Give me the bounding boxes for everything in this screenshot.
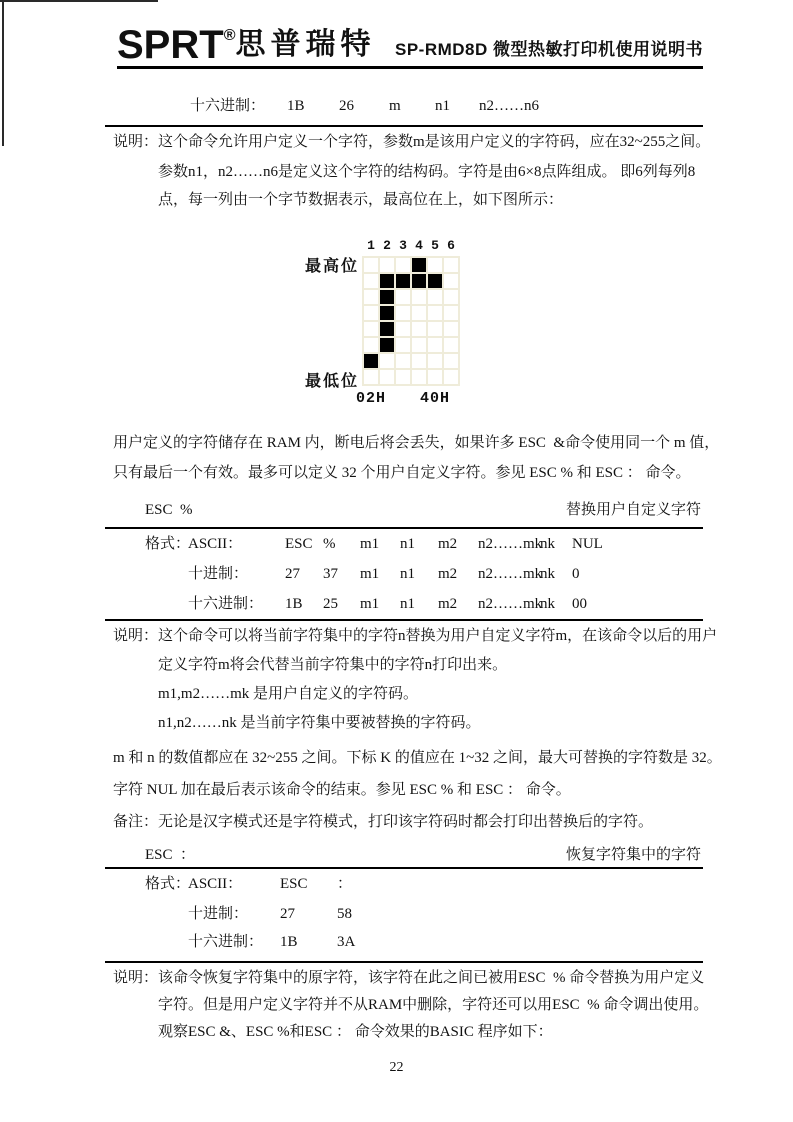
dot-empty bbox=[396, 338, 410, 352]
paragraph-line: 说明：这个命令可以将当前字符集中的字符n替换为用户自定义字符m，在该命令以后的用户 bbox=[113, 628, 718, 644]
code-cell: 00 bbox=[572, 596, 587, 612]
dot-empty bbox=[396, 322, 410, 336]
dot-filled bbox=[412, 258, 426, 272]
code-cell: 1B bbox=[287, 98, 305, 114]
dot-filled bbox=[380, 274, 394, 288]
code-cell: m2 bbox=[438, 596, 458, 612]
dot-empty bbox=[364, 306, 378, 320]
dot-empty bbox=[444, 290, 458, 304]
code-cell: n2……mk bbox=[478, 566, 543, 582]
dot-empty bbox=[396, 370, 410, 384]
row-label: ASCII： bbox=[188, 876, 243, 892]
dot-matrix-grid bbox=[362, 256, 460, 386]
dot-filled bbox=[380, 306, 394, 320]
code-cell: 0 bbox=[572, 566, 580, 582]
code-cell: nk bbox=[540, 596, 555, 612]
divider-rule bbox=[105, 619, 703, 621]
format-row-decimal bbox=[105, 901, 703, 927]
row-label: 十进制： bbox=[188, 906, 249, 922]
code-cell: 27 bbox=[285, 566, 300, 582]
dot-empty bbox=[428, 258, 442, 272]
column-numbers bbox=[364, 238, 460, 253]
paragraph-line: 说明：该命令恢复字符集中的原字符，该字符在此之间已被用ESC % 命令替换为用户定义 bbox=[113, 970, 705, 986]
code-cell: n1 bbox=[400, 566, 415, 582]
format-row-hex bbox=[105, 591, 703, 617]
dot-empty bbox=[364, 322, 378, 336]
dot-empty bbox=[380, 370, 394, 384]
row-label: 十六进制： bbox=[188, 934, 264, 950]
paragraph-line: 定义字符m将会代替当前字符集中的字符n打印出来。 bbox=[158, 657, 508, 673]
command-description: 替换用户自定义字符 bbox=[565, 502, 701, 518]
code-cell: n2……mk bbox=[478, 536, 543, 552]
code-cell: 25 bbox=[323, 596, 338, 612]
dot-empty bbox=[412, 370, 426, 384]
paragraph-line: m 和 n 的数值都应在 32~255 之间。下标 K 的值应在 1~32 之间，最大可替换的字符数是 32。 bbox=[113, 750, 722, 766]
code-cell: m1 bbox=[360, 596, 380, 612]
dot-filled bbox=[380, 290, 394, 304]
dot-empty bbox=[444, 354, 458, 368]
scan-corner-mark-vertical bbox=[2, 0, 4, 146]
dot-filled bbox=[412, 274, 426, 288]
command-heading-esc-percent bbox=[105, 497, 703, 523]
code-cell: n1 bbox=[435, 98, 450, 114]
dot-empty bbox=[444, 306, 458, 320]
hex-format-row bbox=[105, 93, 703, 119]
dot-empty bbox=[412, 338, 426, 352]
code-cell: m bbox=[389, 98, 401, 114]
command-description: 恢复字符集中的字符 bbox=[565, 847, 701, 863]
brand-logo-chinese: 思普瑞特 bbox=[235, 28, 376, 61]
column-number: 5 bbox=[431, 238, 439, 253]
registered-trademark-icon: ® bbox=[223, 27, 236, 44]
dot-empty bbox=[412, 354, 426, 368]
highest-bit-label: 最高位 bbox=[304, 258, 359, 275]
dot-empty bbox=[396, 306, 410, 320]
scan-corner-mark-horizontal bbox=[0, 0, 158, 2]
dot-filled bbox=[428, 274, 442, 288]
format-row-decimal bbox=[105, 561, 703, 587]
divider-rule bbox=[105, 125, 703, 127]
column-number: 3 bbox=[399, 238, 407, 253]
paragraph-line: 用户定义的字符储存在 RAM 内，断电后将会丢失，如果许多 ESC &命令使用同一个 m 值， bbox=[113, 435, 720, 451]
row-label: 格式： bbox=[145, 536, 191, 552]
code-cell: % bbox=[323, 536, 336, 552]
command-name: ESC ： bbox=[145, 847, 196, 863]
column-number: 1 bbox=[367, 238, 375, 253]
dot-filled bbox=[380, 322, 394, 336]
paragraph-line: 参数n1，n2……n6是定义这个字符的结构码。字符是由6×8点阵组成。 即6列每列8 bbox=[158, 164, 696, 180]
code-cell: ESC bbox=[285, 536, 313, 552]
dot-empty bbox=[428, 322, 442, 336]
code-cell: m1 bbox=[360, 566, 380, 582]
code-cell: nk bbox=[540, 566, 555, 582]
dot-filled bbox=[380, 338, 394, 352]
lowest-bit-label: 最低位 bbox=[304, 373, 359, 390]
paragraph-line: 观察ESC &、ESC %和ESC ： 命令效果的BASIC 程序如下： bbox=[158, 1024, 553, 1040]
paragraph-line: 字符 NUL 加在最后表示该命令的结束。参见 ESC % 和 ESC ： 命令。 bbox=[113, 782, 571, 798]
code-cell: 58 bbox=[337, 906, 352, 922]
row-label: 十六进制： bbox=[188, 596, 264, 612]
page-header bbox=[117, 16, 703, 69]
format-row-ascii bbox=[105, 871, 703, 897]
code-cell: nk bbox=[540, 536, 555, 552]
remark-line: 备注：无论是汉字模式还是字符模式，打印该字符码时都会打印出替换后的字符。 bbox=[113, 814, 654, 830]
dot-empty bbox=[444, 274, 458, 288]
column-number: 2 bbox=[383, 238, 391, 253]
code-cell: NUL bbox=[572, 536, 603, 552]
dot-empty bbox=[428, 306, 442, 320]
code-cell: m2 bbox=[438, 566, 458, 582]
dot-empty bbox=[444, 338, 458, 352]
dot-empty bbox=[444, 258, 458, 272]
dot-filled bbox=[396, 274, 410, 288]
paragraph-line: 只有最后一个有效。最多可以定义 32 个用户自定义字符。参见 ESC % 和 ESC ： 命令。 bbox=[113, 465, 691, 481]
document-title: SP-RMD8D 微型热敏打印机使用说明书 bbox=[394, 40, 703, 59]
dot-empty bbox=[380, 258, 394, 272]
code-cell: m2 bbox=[438, 536, 458, 552]
dot-filled bbox=[364, 354, 378, 368]
dot-empty bbox=[396, 354, 410, 368]
dot-empty bbox=[364, 290, 378, 304]
code-cell: ESC bbox=[280, 876, 308, 892]
code-cell: 1B bbox=[285, 596, 303, 612]
dot-empty bbox=[444, 322, 458, 336]
code-cell: 26 bbox=[339, 98, 354, 114]
hex-value-label-40h: 40H bbox=[420, 390, 451, 407]
format-row-hex bbox=[105, 929, 703, 955]
row-label: ASCII： bbox=[188, 536, 243, 552]
command-name: ESC % bbox=[145, 502, 193, 518]
paragraph-line: 点，每一列由一个字节数据表示，最高位在上，如下图所示： bbox=[158, 192, 564, 208]
code-cell: n2……mk bbox=[478, 596, 543, 612]
column-number: 6 bbox=[447, 238, 455, 253]
dot-empty bbox=[412, 290, 426, 304]
dot-empty bbox=[428, 354, 442, 368]
brand-logo-latin: SPRT bbox=[117, 23, 224, 67]
paragraph-line: m1,m2……mk 是用户自定义的字符码。 bbox=[158, 686, 419, 702]
column-number: 4 bbox=[415, 238, 423, 253]
code-cell: n1 bbox=[400, 536, 415, 552]
command-heading-esc-colon bbox=[105, 842, 703, 868]
code-cell: m1 bbox=[360, 536, 380, 552]
dot-empty bbox=[444, 370, 458, 384]
dot-empty bbox=[412, 322, 426, 336]
row-label: 格式： bbox=[145, 876, 191, 892]
divider-rule bbox=[105, 867, 703, 869]
hex-value-label-02h: 02H bbox=[356, 390, 387, 407]
dot-empty bbox=[428, 338, 442, 352]
row-label: 十进制： bbox=[188, 566, 249, 582]
dot-empty bbox=[364, 258, 378, 272]
dot-empty bbox=[364, 370, 378, 384]
code-cell: 27 bbox=[280, 906, 295, 922]
paragraph-line: n1,n2……nk 是当前字符集中要被替换的字符码。 bbox=[158, 715, 481, 731]
dot-empty bbox=[396, 290, 410, 304]
dot-empty bbox=[364, 274, 378, 288]
code-cell: 1B bbox=[280, 934, 298, 950]
dot-matrix-diagram bbox=[105, 235, 703, 415]
code-cell: n1 bbox=[400, 596, 415, 612]
paragraph-line: 字符。但是用户定义字符并不从RAM中删除，字符还可以用ESC % 命令调出使用。 bbox=[158, 997, 709, 1013]
dot-empty bbox=[364, 338, 378, 352]
code-cell: n2……n6 bbox=[479, 98, 539, 114]
row-label: 十六进制： bbox=[190, 98, 266, 114]
page-number: 22 bbox=[389, 1060, 404, 1075]
dot-empty bbox=[428, 370, 442, 384]
divider-rule bbox=[105, 527, 703, 529]
code-cell: 3A bbox=[337, 934, 356, 950]
code-cell: 37 bbox=[323, 566, 338, 582]
dot-empty bbox=[412, 306, 426, 320]
paragraph-line: 说明：这个命令允许用户定义一个字符，参数m是该用户定义的字符码，应在32~255之间。 bbox=[113, 134, 711, 150]
brand-logo bbox=[117, 25, 375, 65]
code-cell: ： bbox=[337, 876, 353, 892]
dot-empty bbox=[380, 354, 394, 368]
dot-empty bbox=[428, 290, 442, 304]
divider-rule bbox=[105, 961, 703, 963]
dot-empty bbox=[396, 258, 410, 272]
format-row-ascii bbox=[105, 531, 703, 557]
